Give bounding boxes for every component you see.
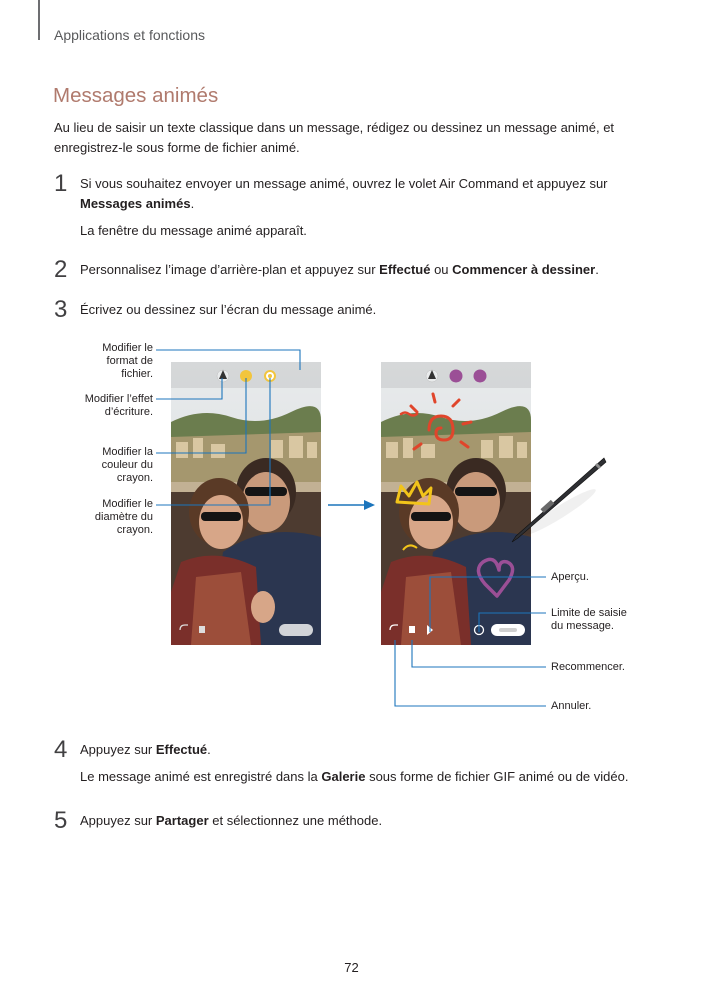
callout-restart-l1: Recommencer. xyxy=(551,661,625,673)
step-2-number: 2 xyxy=(54,256,68,283)
step-5-bold: Partager xyxy=(155,813,209,828)
callout-pen-size-l2: diamètre du xyxy=(94,511,153,523)
step-1-after: . xyxy=(190,196,195,211)
step-4-text xyxy=(80,740,211,760)
callout-writing-effect-l1: Modifier l’effet xyxy=(84,393,153,405)
callout-input-limit xyxy=(551,607,627,633)
callout-file-format-l3: fichier. xyxy=(121,368,153,380)
step-2-bold-1: Effectué xyxy=(379,262,431,277)
callout-undo xyxy=(551,700,591,713)
intro-line-1: Au lieu de saisir un texte classique dans un message, rédigez ou dessinez un message animé, et xyxy=(54,120,615,135)
callout-preview-l1: Aperçu. xyxy=(551,571,589,583)
step-1-bold: Messages animés xyxy=(80,196,191,211)
callout-pen-color xyxy=(60,446,153,485)
step-4-bold: Effectué xyxy=(155,742,208,757)
step-4-note-before: Le message animé est enregistré dans la xyxy=(80,769,322,784)
callout-input-limit-l1: Limite de saisie xyxy=(551,607,627,619)
step-1-line-1: Si vous souhaitez envoyer un message animé, ouvrez le volet Air Command et appuyez sur xyxy=(80,176,608,191)
step-4-note-bold: Galerie xyxy=(321,769,366,784)
callout-pen-color-l3: crayon. xyxy=(116,472,153,484)
step-4-note xyxy=(80,767,680,787)
intro-line-2: enregistrez-le sous forme de fichier animé. xyxy=(54,140,300,155)
callout-file-format-l1: Modifier le xyxy=(102,342,153,354)
step-2-bold-2: Commencer à dessiner xyxy=(452,262,596,277)
callout-file-format xyxy=(60,342,153,381)
callout-pen-size-l3: crayon. xyxy=(116,524,153,536)
section-title: Applications et fonctions xyxy=(54,27,205,43)
page-title: Messages animés xyxy=(53,84,219,107)
callout-writing-effect xyxy=(60,393,153,419)
step-1-note: La fenêtre du message animé apparaît. xyxy=(80,223,307,238)
step-5-text xyxy=(80,811,382,831)
callout-restart xyxy=(551,661,625,674)
callout-pen-color-l2: couleur du xyxy=(101,459,153,471)
step-2-before: Personnalisez l’image d’arrière-plan et appuyez sur xyxy=(80,262,380,277)
step-5-number: 5 xyxy=(54,807,68,834)
page-number: 72 xyxy=(344,960,359,975)
step-1-number: 1 xyxy=(54,170,68,197)
step-3-text: Écrivez ou dessinez sur l’écran du message animé. xyxy=(80,302,377,317)
callout-undo-l1: Annuler. xyxy=(551,700,592,712)
step-5-before: Appuyez sur xyxy=(80,813,156,828)
step-2-after: . xyxy=(595,262,599,277)
callout-file-format-l2: format de xyxy=(106,355,153,367)
callout-pen-size xyxy=(60,498,153,537)
callout-pen-size-l1: Modifier le xyxy=(102,498,153,510)
step-3-number: 3 xyxy=(54,296,68,323)
step-2-mid: ou xyxy=(430,262,453,277)
step-4-after: . xyxy=(207,742,211,757)
callout-pen-color-l1: Modifier la xyxy=(102,446,153,458)
step-4-number: 4 xyxy=(54,736,68,763)
step-4-before: Appuyez sur xyxy=(80,742,156,757)
callout-input-limit-l2: du message. xyxy=(551,620,614,632)
step-4-note-after: sous forme de fichier GIF animé ou de vidéo. xyxy=(365,769,629,784)
step-5-after: et sélectionnez une méthode. xyxy=(208,813,383,828)
callout-writing-effect-l2: d’écriture. xyxy=(104,406,153,418)
callout-preview xyxy=(551,571,589,584)
